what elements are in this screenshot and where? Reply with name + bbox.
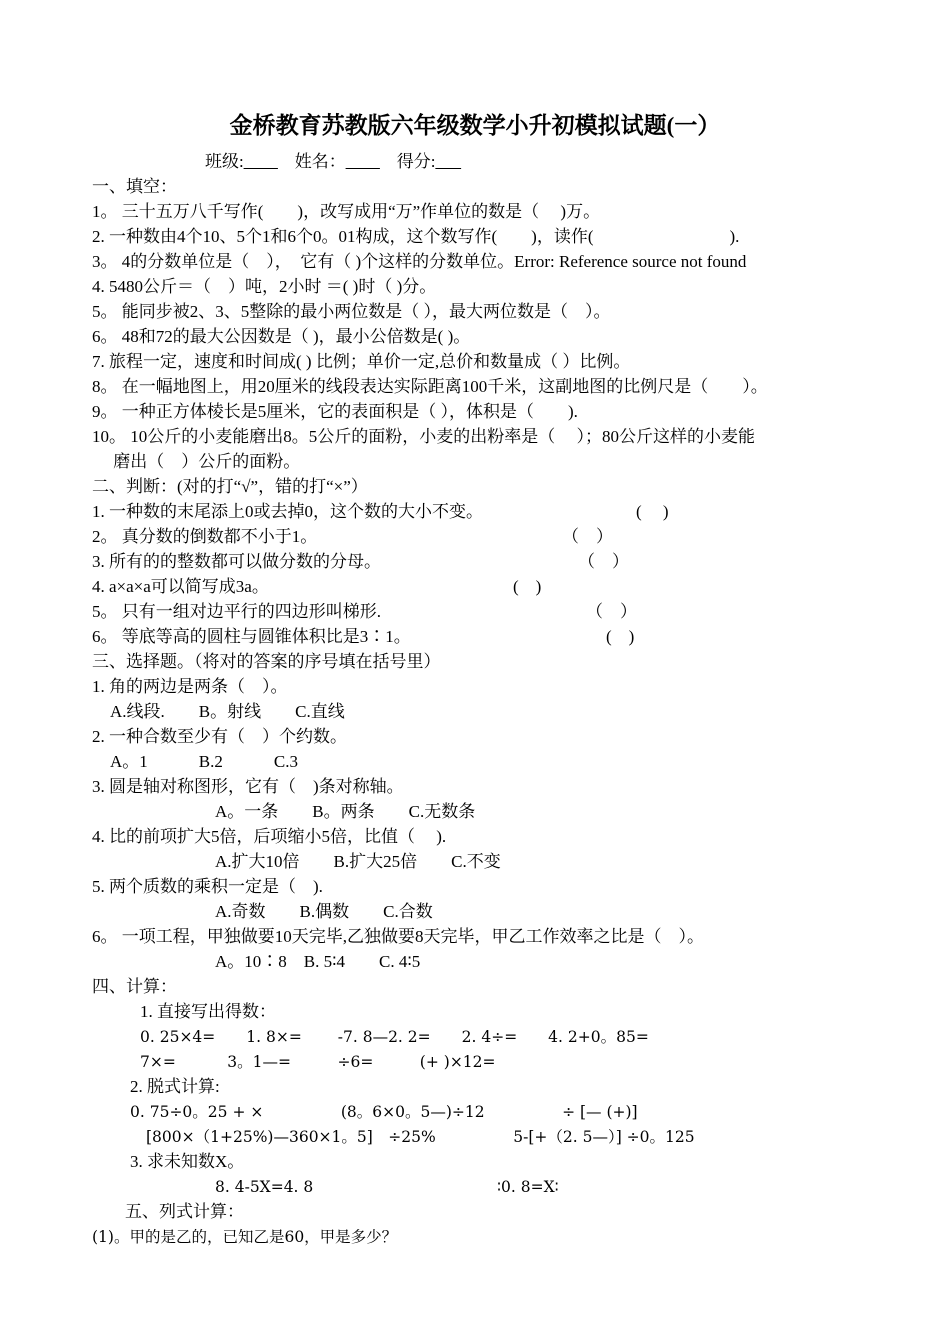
calc-row: 0. 75÷0。25 + × (8。6×0。5—)÷12 ÷ [— (+)]: [130, 1103, 638, 1121]
section-heading-calculation: 四、计算：: [92, 977, 177, 996]
calc-row: 7×= 3。1—= ÷6= (+ )×12=: [140, 1053, 496, 1071]
name-blank: ____: [345, 152, 380, 171]
choice-question: 4. 比的前项扩大5倍，后项缩小5倍，比值（ ).: [92, 827, 447, 846]
answer-paren: ( ): [513, 577, 542, 596]
true-false-question: 4. a×a×a可以简写成3a。: [92, 577, 269, 596]
fill-blank-question-continued: 磨出（ ）公斤的面粉。: [92, 452, 301, 471]
fill-blank-question: 5。 能同步被2、3、5整除的最小两位数是（ ），最大两位数是（ ）。: [92, 302, 611, 321]
page-title: 金桥教育苏教版六年级数学小升初模拟试题(一）: [229, 113, 721, 138]
fill-blank-question: 6。 48和72的最大公因数是（ )，最小公倍数是( )。: [92, 327, 471, 346]
calc-subheading-equation: 3. 求未知数X。: [130, 1152, 245, 1171]
fill-blank-question: 1。 三十五万八千写作( )，改写成用“万”作单位的数是（ )万。: [92, 202, 601, 221]
answer-paren: ( ): [606, 627, 635, 646]
name-label: 姓名：: [294, 152, 346, 171]
section-heading-word-calc: 五、列式计算：: [125, 1202, 244, 1221]
fill-blank-question: 2. 一种数由4个10、5个1和6个0。01构成，这个数写作( )，读作( ).: [92, 227, 740, 246]
true-false-question: 6。 等底等高的圆柱与圆锥体积比是3∶1。: [92, 627, 411, 646]
section-heading-true-false: 二、判断：(对的打“√”，错的打“×”）: [92, 477, 368, 496]
choice-options: A.线段. B。射线 C.直线: [110, 702, 345, 721]
true-false-question: 1. 一种数的末尾添上0或去掉0，这个数的大小不变。: [92, 502, 483, 521]
score-label: 得分:: [396, 152, 436, 171]
true-false-question: 2。 真分数的倒数都不小于1。: [92, 527, 318, 546]
choice-question: 5. 两个质数的乘积一定是（ ).: [92, 877, 323, 896]
section-heading-fill-blank: 一、填空：: [92, 177, 177, 196]
choice-question: 3. 圆是轴对称图形，它有（ )条对称轴。: [92, 777, 404, 796]
fill-blank-question: 9。 一种正方体棱长是5厘米，它的表面积是（ ），体积是（ ).: [92, 402, 578, 421]
fill-blank-question: 3。 4的分数单位是（ ）， 它有（ )个这样的分数单位。Error: Reference source not found: [92, 252, 747, 271]
choice-options: A。一条 B。两条 C.无数条: [215, 802, 476, 821]
choice-options: A.奇数 B.偶数 C.合数: [215, 902, 433, 921]
fill-blank-question: 4. 5480公斤＝（ ）吨，2小时 ＝( )时（ )分。: [92, 277, 437, 296]
choice-options: A。10∶8 B. 5∶4 C. 4∶5: [215, 952, 421, 971]
fill-blank-question: 7. 旅程一定，速度和时间成( ) 比例；单价一定,总价和数量成（ ）比例。: [92, 352, 631, 371]
answer-paren: （ ）: [562, 527, 613, 546]
score-blank: ___: [435, 152, 461, 171]
class-blank: ____: [243, 152, 278, 171]
calc-subheading-direct: 1. 直接写出得数：: [140, 1002, 276, 1021]
choice-question: 2. 一种合数至少有（ ）个约数。: [92, 727, 347, 746]
choice-question: 1. 角的两边是两条（ ）。: [92, 677, 288, 696]
true-false-question: 3. 所有的的整数都可以做分数的分母。: [92, 552, 381, 571]
choice-options: A.扩大10倍 B.扩大25倍 C.不变: [215, 852, 501, 871]
fill-blank-question: 8。 在一幅地图上，用20厘米的线段表达实际距离100千米，这副地图的比例尺是（ ）。: [92, 377, 768, 396]
answer-paren: ( ): [636, 502, 669, 521]
student-info-header: [205, 152, 461, 172]
word-calc-question: (1)。甲的是乙的，已知乙是60，甲是多少？: [92, 1228, 398, 1246]
answer-paren: （ ）: [578, 552, 629, 571]
calc-subheading-step: 2. 脱式计算:: [130, 1077, 220, 1096]
calc-row: 0. 25×4= 1. 8×= -7. 8—2. 2= 2. 4÷= 4. 2+0。85=: [140, 1028, 649, 1046]
fill-blank-question: 10。 10公斤的小麦能磨出8。5公斤的面粉，小麦的出粉率是（ ）；80公斤这样的小麦能: [92, 427, 755, 446]
answer-paren: （ ）: [586, 602, 637, 621]
equation: ∶0. 8=X∶: [497, 1178, 559, 1196]
class-label: 班级:: [205, 152, 244, 171]
section-heading-multiple-choice: 三、选择题。（将对的答案的序号填在括号里）: [92, 652, 441, 671]
calc-row: [800×（1+25%)—360×1。5] ÷25% 5-[+（2. 5—）] ÷0。125: [146, 1128, 695, 1146]
true-false-question: 5。 只有一组对边平行的四边形叫梯形.: [92, 602, 381, 621]
choice-options: A。1 B.2 C.3: [110, 752, 298, 771]
equation: 8. 4-5X=4. 8: [215, 1178, 314, 1196]
choice-question: 6。 一项工程，甲独做要10天完毕,乙独做要8天完毕，甲乙工作效率之比是（ ）。: [92, 927, 704, 946]
